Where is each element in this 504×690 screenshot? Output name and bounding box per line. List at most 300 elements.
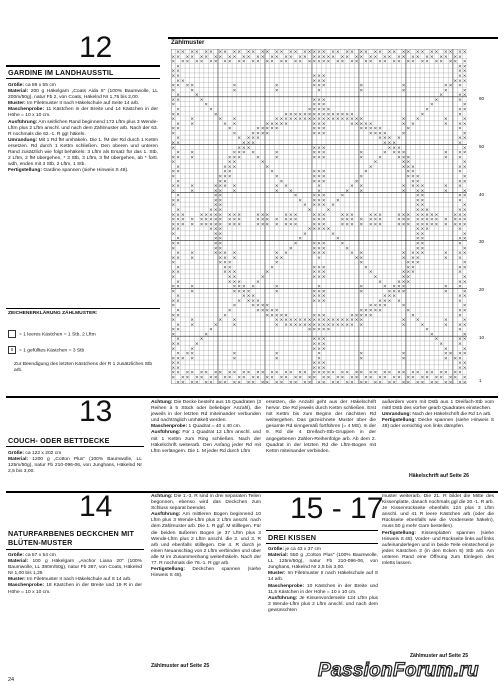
svg-text:×: × [312,174,317,180]
section-12-paragraph [8,120,158,138]
svg-text:×: × [317,117,321,123]
section-14-left-label: Größe: [8,553,25,558]
svg-text:×: × [223,313,227,319]
svg-text:×: × [401,217,406,223]
svg-text:×: × [425,208,429,213]
svg-text:×: × [199,212,204,218]
svg-text:×: × [321,246,326,252]
svg-text:×: × [270,169,274,175]
svg-text:×: × [312,59,317,65]
svg-text:×: × [209,222,213,228]
svg-text:×: × [218,370,223,376]
svg-text:×: × [415,193,420,199]
svg-text:×: × [190,255,195,261]
svg-text:×: × [255,155,260,161]
svg-text:×: × [298,370,303,376]
svg-text:×: × [401,270,406,276]
svg-text:×: × [335,50,340,56]
svg-text:×: × [462,74,467,79]
svg-text:×: × [321,97,326,103]
svg-text:×: × [321,289,326,295]
svg-text:×: × [425,107,429,113]
svg-text:×: × [302,203,307,209]
svg-text:×: × [340,212,345,218]
svg-text:×: × [312,342,317,347]
svg-text:×: × [312,169,317,175]
svg-text:×: × [462,246,467,252]
svg-text:×: × [302,112,307,118]
svg-text:×: × [274,155,279,161]
svg-text:×: × [284,313,289,319]
svg-text:×: × [340,117,345,123]
svg-text:×: × [265,164,270,170]
svg-text:×: × [368,217,373,223]
section-14-col2-text [151,494,261,579]
svg-text:×: × [317,370,321,376]
svg-text:×: × [359,260,364,266]
svg-text:×: × [406,126,411,132]
svg-text:×: × [317,327,321,333]
svg-text:×: × [213,54,218,60]
svg-text:×: × [411,270,415,276]
svg-text:×: × [411,179,415,185]
svg-text:×: × [284,54,289,60]
svg-text:×: × [213,222,218,228]
svg-text:×: × [458,222,462,228]
svg-text:×: × [462,208,467,213]
svg-text:×: × [359,126,364,132]
svg-text:×: × [255,308,260,314]
svg-text:×: × [458,69,462,75]
svg-text:×: × [218,217,223,223]
chart-row-tick: 50 [479,143,485,149]
svg-text:×: × [368,313,373,319]
svg-text:×: × [458,337,462,343]
section-13-col4-paragraph [382,400,494,412]
svg-text:×: × [411,370,415,376]
svg-text:×: × [345,318,350,324]
svg-text:×: × [194,342,199,347]
svg-text:×: × [284,375,289,381]
svg-text:×: × [255,131,260,137]
svg-text:×: × [331,322,336,328]
svg-text:×: × [382,150,387,156]
svg-text:×: × [284,222,289,228]
svg-text:×: × [171,298,176,304]
svg-text:×: × [406,155,411,161]
svg-text:×: × [439,370,444,376]
svg-text:×: × [241,294,246,300]
section-15-17-col3-label: Maschenprobe: [268,583,305,589]
svg-text:×: × [443,222,448,228]
svg-text:×: × [382,294,387,300]
svg-text:×: × [218,50,223,56]
chart-row-tick: 30 [479,239,485,245]
svg-text:×: × [443,255,448,261]
svg-text:×: × [359,289,364,295]
svg-text:×: × [335,112,340,118]
svg-text:×: × [270,59,274,65]
svg-text:×: × [321,179,326,185]
svg-text:×: × [326,370,331,376]
svg-text:×: × [246,50,251,56]
svg-text:×: × [453,78,458,84]
svg-text:×: × [415,227,420,233]
svg-text:×: × [458,50,462,56]
svg-text:×: × [458,270,462,276]
svg-text:×: × [321,327,326,333]
svg-text:×: × [317,131,321,137]
svg-text:×: × [317,212,321,218]
section-15-17-col3-value: 550 g „Cotton Plus" (100% Baumwolle, LL 125m/50g), natur Fb 210-096-06, von Junghans, Häkelnd Nr 2,5 bis 3,00. [268,553,378,571]
svg-text:×: × [218,203,223,209]
svg-text:×: × [401,117,406,123]
svg-text:×: × [204,370,209,376]
svg-text:×: × [429,380,434,384]
svg-text:×: × [270,375,274,381]
svg-text:×: × [232,370,237,376]
svg-text:×: × [171,174,176,180]
svg-text:×: × [232,322,237,328]
svg-text:×: × [317,121,321,127]
svg-text:×: × [218,188,223,194]
svg-text:×: × [227,222,232,228]
svg-text:×: × [345,54,350,60]
svg-text:×: × [317,356,321,362]
svg-text:×: × [312,126,317,132]
svg-text:×: × [396,136,401,142]
svg-text:×: × [458,136,462,142]
svg-text:×: × [293,193,298,199]
section-12-paragraph [8,89,158,101]
svg-text:×: × [293,380,298,384]
svg-text:×: × [443,284,448,290]
empty-square-icon [8,330,16,338]
svg-text:×: × [232,222,237,228]
svg-text:×: × [321,227,326,233]
svg-text:×: × [232,284,237,290]
svg-text:×: × [387,50,392,56]
svg-text:×: × [241,59,246,65]
svg-text:×: × [302,50,307,56]
svg-text:×: × [223,121,227,127]
svg-text:×: × [340,59,345,65]
svg-text:×: × [359,322,364,328]
svg-text:×: × [359,217,364,223]
svg-text:×: × [462,217,467,223]
section-15-17-title-rule [266,543,378,544]
svg-text:×: × [462,131,467,137]
svg-text:×: × [190,117,195,123]
svg-text:×: × [246,141,251,146]
svg-text:×: × [260,380,265,384]
svg-text:×: × [401,279,406,285]
svg-text:×: × [411,375,415,381]
svg-text:×: × [382,370,387,376]
svg-text:×: × [458,164,462,170]
svg-text:×: × [317,246,321,252]
svg-text:×: × [415,222,420,228]
svg-text:×: × [340,222,345,228]
svg-text:×: × [317,284,321,290]
svg-text:×: × [270,54,274,60]
svg-text:×: × [274,351,279,357]
svg-text:×: × [194,380,199,384]
svg-text:×: × [321,193,326,199]
svg-text:×: × [396,375,401,381]
svg-text:×: × [237,284,242,290]
svg-text:×: × [274,313,279,319]
svg-text:×: × [190,370,195,376]
svg-text:×: × [462,64,467,70]
svg-text:×: × [420,212,425,218]
svg-text:×: × [321,375,326,381]
svg-text:×: × [411,164,415,170]
svg-text:×: × [213,236,218,242]
svg-text:×: × [209,107,213,113]
svg-text:×: × [443,155,448,161]
svg-text:×: × [396,150,401,156]
svg-text:×: × [443,150,448,156]
svg-text:×: × [396,217,401,223]
svg-text:×: × [359,174,364,180]
svg-text:×: × [378,59,383,65]
svg-text:×: × [458,361,462,367]
svg-text:×: × [458,74,462,79]
svg-text:×: × [326,327,331,333]
svg-text:×: × [270,313,274,319]
svg-text:×: × [448,375,453,381]
svg-text:×: × [321,107,326,113]
svg-text:×: × [176,83,180,89]
svg-text:×: × [199,375,204,381]
svg-text:×: × [335,59,340,65]
svg-text:×: × [255,222,260,228]
svg-text:×: × [176,255,180,261]
svg-text:×: × [171,198,176,204]
svg-text:×: × [425,59,429,65]
chart-row-tick: 40 [479,191,485,197]
svg-text:×: × [392,289,397,295]
section-15-17-number: 15 - 17 [290,492,384,525]
svg-text:×: × [218,117,223,123]
svg-text:×: × [317,380,321,384]
svg-text:×: × [411,169,415,175]
svg-text:×: × [255,54,260,60]
svg-text:×: × [453,54,458,60]
svg-text:×: × [227,59,232,65]
svg-text:×: × [317,88,321,94]
svg-text:×: × [312,179,317,185]
svg-text:×: × [326,322,331,328]
section-13-left-label: Material: [8,457,29,463]
svg-text:×: × [401,356,406,362]
svg-text:×: × [458,241,462,247]
svg-text:×: × [176,107,180,113]
svg-text:×: × [458,322,462,328]
svg-text:×: × [312,246,317,252]
svg-text:×: × [246,289,251,295]
svg-text:×: × [364,308,368,314]
svg-text:×: × [237,150,242,156]
chart-title: Zählmuster [171,39,205,46]
svg-text:×: × [176,251,180,257]
svg-text:×: × [453,222,458,228]
svg-text:×: × [190,289,195,295]
svg-text:×: × [288,54,293,60]
svg-text:×: × [274,88,279,94]
svg-text:×: × [368,370,373,376]
svg-text:×: × [448,83,453,89]
svg-text:×: × [171,188,176,194]
svg-text:×: × [317,74,321,79]
svg-text:×: × [171,346,176,352]
svg-text:×: × [260,54,265,60]
svg-text:×: × [298,375,303,381]
svg-text:×: × [458,107,462,113]
svg-text:×: × [326,107,331,113]
svg-text:×: × [317,294,321,300]
svg-text:×: × [458,198,462,204]
svg-text:×: × [326,208,331,213]
svg-text:×: × [317,298,321,304]
svg-text:×: × [378,279,383,285]
svg-text:×: × [312,83,317,89]
svg-text:×: × [317,346,321,352]
svg-text:×: × [443,83,448,89]
svg-text:×: × [364,169,368,175]
svg-text:×: × [213,193,218,199]
svg-text:×: × [171,97,176,103]
section-13-col2-paragraph [151,400,261,424]
svg-text:×: × [232,164,237,170]
svg-text:×: × [171,74,176,79]
section-15-17-col3-label: Größe: [268,547,285,552]
svg-text:×: × [190,50,195,56]
svg-text:×: × [401,131,406,137]
svg-text:×: × [321,265,326,271]
svg-text:×: × [312,289,317,295]
filled-square-icon: x [8,346,16,354]
svg-text:×: × [458,308,462,314]
svg-text:×: × [312,313,317,319]
section-13-col2-label: Maschenprobe: [151,424,188,430]
svg-text:×: × [171,169,176,175]
svg-text:×: × [401,188,406,194]
svg-text:×: × [420,236,425,242]
svg-text:×: × [396,59,401,65]
svg-text:×: × [227,275,232,280]
svg-text:×: × [176,93,180,99]
svg-text:×: × [443,117,448,123]
svg-text:×: × [246,294,251,300]
svg-text:×: × [462,318,467,324]
svg-text:×: × [209,212,213,218]
svg-text:×: × [331,112,336,118]
svg-text:×: × [312,193,317,199]
section-12-paragraph [8,138,158,168]
svg-text:×: × [458,64,462,70]
svg-text:×: × [180,356,185,362]
svg-text:×: × [373,275,378,280]
svg-text:×: × [218,380,223,384]
svg-text:×: × [171,246,176,252]
svg-text:×: × [406,260,411,266]
legend-empty-label: = 1 leeres Kästchen = 1 Stb, 2 Lftm [19,332,96,338]
svg-text:×: × [255,126,260,132]
svg-text:×: × [317,179,321,185]
svg-text:×: × [312,102,317,108]
svg-text:×: × [251,298,256,304]
svg-text:×: × [349,212,354,218]
svg-text:×: × [392,141,397,146]
svg-text:×: × [171,356,176,362]
svg-text:×: × [345,380,350,384]
svg-text:×: × [378,126,383,132]
svg-text:×: × [171,141,176,146]
svg-text:×: × [265,126,270,132]
svg-text:×: × [241,145,246,151]
svg-text:×: × [317,270,321,276]
svg-text:×: × [171,203,176,209]
section-13-left-label: Größe: [8,451,25,456]
section-13-col2-value: Die Decke besteht aus 15 Quadraten (3 Reihen à 5 Stück oder beliebiger Anzahl), die jeweils in der letzten Rd miteinander verbunden und nachträglich umhäkelt werden. [151,400,261,424]
svg-text:×: × [180,375,185,381]
svg-text:×: × [349,375,354,381]
svg-text:×: × [462,69,467,75]
svg-text:×: × [458,342,462,347]
svg-text:×: × [458,184,462,190]
svg-text:×: × [312,346,317,352]
svg-text:×: × [176,121,180,127]
svg-text:×: × [176,184,180,190]
svg-text:×: × [171,241,176,247]
svg-text:×: × [392,294,397,300]
section-14-left-label: Material: [8,559,29,565]
svg-text:×: × [349,121,354,127]
svg-text:×: × [251,136,256,142]
svg-text:×: × [401,212,406,218]
svg-text:×: × [176,265,180,271]
svg-text:×: × [317,102,321,108]
svg-text:×: × [411,313,415,319]
svg-text:×: × [204,217,209,223]
svg-text:×: × [213,217,218,223]
svg-text:×: × [218,241,223,247]
svg-text:×: × [274,284,279,290]
section-15-17-reference: Zählmuster auf Seite 25 [409,653,469,659]
svg-text:×: × [401,251,406,257]
svg-text:×: × [237,145,242,151]
svg-text:×: × [401,155,406,161]
svg-text:×: × [171,83,176,89]
svg-text:×: × [335,380,340,384]
svg-text:×: × [458,370,462,376]
svg-text:×: × [349,313,354,319]
svg-text:×: × [411,260,415,266]
svg-text:×: × [265,217,270,223]
svg-text:×: × [396,289,401,295]
svg-text:×: × [331,318,336,324]
svg-text:×: × [411,184,415,190]
svg-text:×: × [176,351,180,357]
svg-text:×: × [406,265,411,271]
section-12-label: Maschenprobe: [8,107,45,113]
svg-text:×: × [392,59,397,65]
svg-text:×: × [443,251,448,257]
svg-text:×: × [401,370,406,376]
svg-text:×: × [232,131,237,137]
